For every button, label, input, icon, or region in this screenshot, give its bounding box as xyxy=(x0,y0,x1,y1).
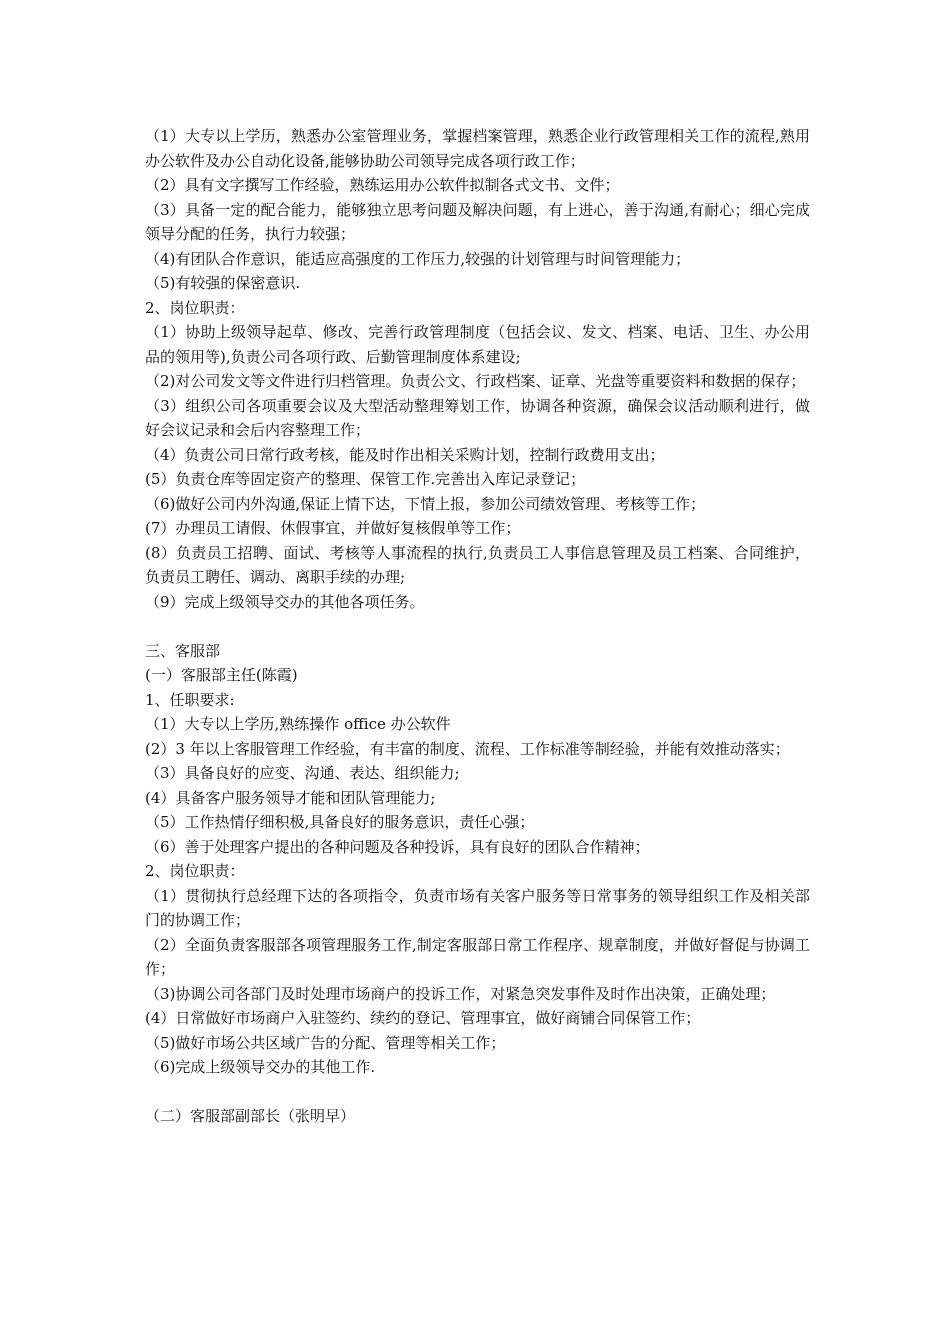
document-body xyxy=(145,124,810,1129)
text-line: （4）负责公司日常行政考核，能及时作出相关采购计划，控制行政费用支出； xyxy=(145,445,665,464)
section-heading: 1、任职要求: xyxy=(145,690,235,709)
text-line: （6)完成上级领导交办的其他工作. xyxy=(145,1058,376,1076)
text-line: (4）日常做好市场商户入驻签约、续约的登记、管理事宜，做好商铺合同保管工作； xyxy=(145,1009,701,1027)
text-line: （4)有团队合作意识，能适应高强度的工作压力,较强的计划管理与时间管理能力； xyxy=(145,249,691,268)
text-line: （6)做好公司内外沟通,保证上情下达，下情上报，参加公司绩效管理、考核等工作； xyxy=(145,494,706,513)
text-line: (2）3 年以上客服管理工作经验，有丰富的制度、流程、工作标准等制经验，并能有效推动落实； xyxy=(145,739,790,758)
text-line: （1）贯彻执行总经理下达的各项指令，负责市场有关客户服务等日常事务的领导组织工作及相关部门的协调工作； xyxy=(145,886,810,929)
text-line: （1）协助上级领导起草、修改、完善行政管理制度（包括会议、发文、档案、电话、卫生、办公用品的领用等),负责公司各项行政、后勤管理制度体系建设; xyxy=(145,323,810,366)
text-line: （2）具有文字撰写工作经验，熟练运用办公软件拟制各式文书、文件； xyxy=(145,176,620,194)
text-line: （3）组织公司各项重要会议及大型活动整理筹划工作，协调各种资源，确保会议活动顺利进行，做好会议记录和会后内容整理工作； xyxy=(145,396,810,439)
text-line: （1）大专以上学历，熟悉办公室管理业务，掌握档案管理，熟悉企业行政管理相关工作的流程,熟用办公软件及办公自动化设备,能够协助公司领导完成各项行政工作； xyxy=(145,127,810,170)
text-line: （3）具备一定的配合能力，能够独立思考问题及解决问题，有上进心，善于沟通,有耐心；细心完成领导分配的任务，执行力较强； xyxy=(145,200,810,243)
text-line: (5）负责仓库等固定资产的整理、保管工作.完善出入库记录登记； xyxy=(145,470,586,488)
text-line: （5）工作热情仔细积极,具备良好的服务意识，责任心强； xyxy=(145,813,535,831)
section-heading: 2、岗位职责： xyxy=(145,298,245,317)
text-line: （3）具备良好的应变、沟通、表达、组织能力; xyxy=(145,764,460,782)
text-line: （5)做好市场公共区域广告的分配、管理等相关工作； xyxy=(145,1033,506,1052)
text-line: （6）善于处理客户提出的各种问题及各种投诉，具有良好的团队合作精神； xyxy=(145,837,650,856)
blank-line xyxy=(145,614,810,639)
text-line: (4）具备客户服务领导才能和团队管理能力; xyxy=(145,788,436,807)
text-line: （1）大专以上学历,熟练操作 office 办公软件 xyxy=(145,715,451,733)
text-line: （3)协调公司各部门及时处理市场商户的投诉工作，对紧急突发事件及时作出决策，正确处理； xyxy=(145,984,776,1003)
text-line: (8）负责员工招聘、面试、考核等人事流程的执行,负责员工人事信息管理及员工档案、合同维护，负责员工聘任、调动、离职手续的办理; xyxy=(145,543,810,586)
text-line: （2）全面负责客服部各项管理服务工作,制定客服部日常工作程序、规章制度，并做好督促与协调工作； xyxy=(145,935,810,978)
subsection-heading: (一）客服部主任(陈霞) xyxy=(145,666,298,684)
text-line: （9）完成上级领导交办的其他各项任务。 xyxy=(145,592,425,611)
subsection-heading: （二）客服部副部长（张明早） xyxy=(145,1107,356,1125)
text-line: （5)有较强的保密意识. xyxy=(145,274,301,292)
section-heading: 三、客服部 xyxy=(145,641,221,660)
text-line: （2)对公司发文等文件进行归档管理。负责公文、行政档案、证章、光盘等重要资料和数据的保存； xyxy=(145,372,806,390)
blank-line xyxy=(145,1080,810,1105)
text-line: (7）办理员工请假、休假事宜，并做好复核假单等工作； xyxy=(145,519,521,537)
section-heading: 2、岗位职责： xyxy=(145,862,245,880)
